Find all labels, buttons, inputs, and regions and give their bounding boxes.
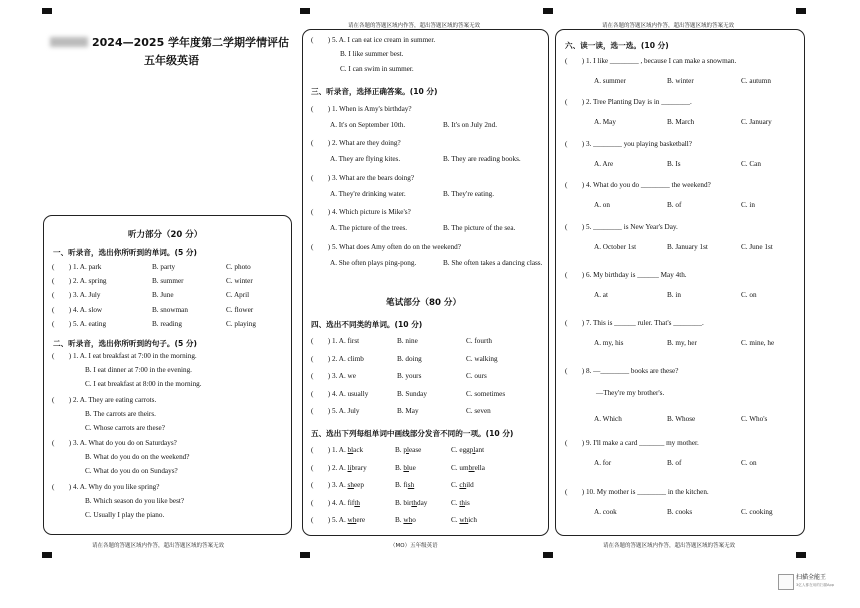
option-c: C. January <box>741 118 772 126</box>
text-fragment: ack <box>353 446 364 454</box>
question-option-a: ( ) 3. A. we <box>311 372 356 380</box>
section-6-heading: 六、读一读，选一选。(10 分) <box>565 41 669 50</box>
question-option-a: ( ) 3. A. July <box>52 291 101 300</box>
option-c: C. winter <box>226 277 253 286</box>
text-fragment: ild <box>466 481 474 490</box>
text-fragment: li <box>347 463 352 472</box>
exam-subtitle: 五年级英语 <box>144 54 199 67</box>
text-fragment: ella <box>474 463 485 472</box>
option-b <box>395 517 416 524</box>
registration-mark <box>300 552 310 558</box>
option-a: A. It's on September 10th. <box>330 121 406 129</box>
text-fragment: B. bir <box>395 498 412 507</box>
text-fragment: is <box>464 498 470 507</box>
text-fragment: ant <box>475 446 485 454</box>
text-fragment: C. um <box>451 463 469 472</box>
text-fragment: C. egg <box>451 446 470 454</box>
question-option-a: ( ) 5. A. July <box>311 407 360 415</box>
option-a: A. my, his <box>594 339 624 347</box>
scanner-sub: 3亿人都在用的扫描App <box>796 583 835 587</box>
registration-mark <box>42 552 52 558</box>
text-fragment: sh <box>407 481 415 490</box>
option-a: A. on <box>594 201 610 209</box>
option-b: B. I like summer best. <box>340 50 404 58</box>
option-c <box>451 482 474 489</box>
question: ( ) 2. What are they doing? <box>311 139 401 148</box>
option-c: C. What do you do on Sundays? <box>85 467 178 475</box>
text-fragment: th <box>459 498 465 507</box>
option-a: A. for <box>594 459 612 467</box>
question: ( ) 5. What does Amy often do on the weekend? <box>311 242 461 251</box>
option-a: A. They are flying kites. <box>330 155 401 164</box>
section-5-heading: 五、选出下列每组单词中画线部分发音不同的一项。(10 分) <box>311 429 514 438</box>
text-fragment: ch <box>459 481 467 490</box>
option-b: B. snowman <box>152 305 188 314</box>
option-c: C. playing <box>226 319 256 328</box>
text-fragment: wh <box>347 516 357 525</box>
text-fragment: ease <box>408 446 422 454</box>
text-fragment: B. fi <box>395 481 408 490</box>
option-c <box>451 447 484 454</box>
option-a: A. Are <box>594 160 614 168</box>
option-b: B. cooks <box>667 508 693 516</box>
option-c: C. in <box>741 201 755 209</box>
text-fragment: ( ) 2. A. <box>311 463 348 472</box>
text-fragment: pl <box>403 446 409 454</box>
option-c: C. fourth <box>466 337 492 345</box>
option-b: B. Sunday <box>397 389 427 398</box>
question: ( ) 9. I'll make a card _______ my mother. <box>565 439 699 447</box>
option-c: C. I can swim in summer. <box>340 65 414 73</box>
text-fragment: day <box>416 498 428 507</box>
text-fragment: wh <box>459 516 469 525</box>
option-b: B. party <box>152 263 176 271</box>
question: ( ) 10. My mother is ________ in the kitchen. <box>565 488 709 496</box>
text-fragment: th <box>411 498 417 507</box>
text-fragment: brary <box>351 463 367 472</box>
question-option-a: ( ) 4. A. Why do you like spring? <box>52 482 160 491</box>
question-option-a: ( ) 2. A. climb <box>311 354 364 363</box>
question: ( ) 1. I like ________ , because I can make a snowman. <box>565 57 737 65</box>
option-c <box>451 465 485 472</box>
bottom-note: 请在各题的答题区域内作答，超出答题区域的答案无效 <box>92 543 225 549</box>
text-fragment: th <box>354 498 360 507</box>
option-a: A. They're drinking water. <box>330 189 406 198</box>
option-b <box>395 447 421 454</box>
option-b: B. reading <box>152 319 182 328</box>
question-option-a: ( ) 5. A. eating <box>52 319 107 328</box>
registration-mark <box>796 8 806 14</box>
registration-mark <box>543 8 553 14</box>
section-4-heading: 四、选出不同类的单词。(10 分) <box>311 320 423 329</box>
option-b: B. June <box>152 291 174 300</box>
question-option-a: ( ) 1. A. first <box>311 337 360 345</box>
redacted-school-name <box>50 37 88 47</box>
question: ( ) 4. What do you do ________ the weekend? <box>565 181 711 189</box>
section-2-heading: 二、听录音，选出你所听到的句子。(5 分) <box>53 339 197 348</box>
exam-title: 2024—2025 学年度第二学期学情评估 <box>92 36 290 49</box>
text-fragment: ue <box>408 463 416 472</box>
option-b: B. Whose <box>667 415 696 423</box>
qr-code-icon <box>778 574 794 590</box>
text-fragment: o <box>412 516 416 525</box>
bottom-note: 请在各题的答题区域内作答，超出答题区域的答案无效 <box>603 543 736 549</box>
option-b: B. Which season do you like best? <box>85 496 185 505</box>
option-c: C. April <box>226 291 250 300</box>
text-fragment: C. <box>451 516 460 525</box>
option-b: B. January 1st <box>667 243 708 251</box>
option-b: B. of <box>667 201 682 209</box>
option-c: C. sometimes <box>466 389 506 398</box>
question: ( ) 6. My birthday is ______ May 4th. <box>565 271 687 279</box>
registration-mark <box>42 8 52 14</box>
option-b: B. It's on July 2nd. <box>443 121 498 129</box>
question-option-a <box>311 500 360 507</box>
option-b: B. She often takes a dancing class. <box>443 258 543 267</box>
text-fragment: ( ) 4. A. fif <box>311 498 355 507</box>
text-fragment: eep <box>353 481 364 490</box>
text-fragment: ich <box>468 516 477 525</box>
option-b: B. I eat dinner at 7:00 in the evening. <box>85 366 192 374</box>
option-b <box>395 482 414 489</box>
top-note: 请在各题的答题区域内作答，超出答题区域的答案无效 <box>348 23 481 29</box>
question-option-a: ( ) 1. A. I eat breakfast at 7:00 in the morning. <box>52 352 197 360</box>
option-b: B. doing <box>397 354 422 363</box>
option-b: B. in <box>667 291 681 299</box>
option-c: C. June 1st <box>741 243 773 251</box>
option-c: C. on <box>741 291 757 299</box>
option-c <box>451 517 477 524</box>
text-fragment: B. <box>395 516 404 525</box>
option-b <box>395 500 427 507</box>
text-fragment: ere <box>356 516 366 525</box>
text-fragment: C. <box>451 498 460 507</box>
option-b: B. summer <box>152 277 184 286</box>
option-b: B. March <box>667 118 695 126</box>
question: ( ) 2. Tree Planting Day is in ________. <box>565 98 692 106</box>
question-option-a <box>311 447 363 454</box>
option-a: A. at <box>594 291 608 299</box>
question-option-a: ( ) 2. A. spring <box>52 277 107 286</box>
text-fragment: pl <box>469 446 476 454</box>
option-a: A. The picture of the trees. <box>330 224 408 233</box>
option-b: B. Is <box>667 160 681 168</box>
option-b: B. The picture of the sea. <box>443 224 516 233</box>
text-fragment: wh <box>403 516 413 525</box>
text-fragment: B. <box>395 463 404 472</box>
listening-title: 听力部分（20 分） <box>128 230 203 240</box>
scanner-label: 扫描全能王 <box>796 574 827 581</box>
option-c <box>451 500 470 507</box>
option-b: B. What do you do on the weekend? <box>85 453 190 461</box>
text-fragment: ( ) 5. A. <box>311 516 348 525</box>
option-c: C. cooking <box>741 508 773 516</box>
text-fragment: ( ) 3. A. <box>311 481 348 490</box>
option-c: C. flower <box>226 305 254 314</box>
written-part-title: 笔试部分（80 分） <box>386 298 462 308</box>
option-c: C. I eat breakfast at 8:00 in the morning. <box>85 380 202 388</box>
question-option-a <box>311 482 364 489</box>
option-a: A. Which <box>594 415 622 423</box>
section-1-heading: 一、听录音，选出你所听到的单词。(5 分) <box>53 248 197 257</box>
question-option-a: ( ) 4. A. usually <box>311 389 369 398</box>
text-fragment: B. <box>395 446 404 454</box>
text-fragment: ( ) 1. A. <box>311 446 348 454</box>
question-option-a <box>311 465 367 472</box>
option-b: B. They're eating. <box>443 189 495 198</box>
question: ( ) 7. This is ______ ruler. That's ________. <box>565 319 704 327</box>
option-c: C. Whose carrots are these? <box>85 423 165 432</box>
option-a: A. She often plays ping-pong. <box>330 258 417 267</box>
option-c: C. mine, he <box>741 339 775 347</box>
registration-mark <box>300 8 310 14</box>
option-b: B. yours <box>397 372 422 380</box>
option-b: B. of <box>667 459 682 467</box>
question: ( ) 3. What are the bears doing? <box>311 173 415 182</box>
option-a: A. cook <box>594 508 617 516</box>
text-fragment: br <box>468 463 475 472</box>
question: ( ) 5. ________ is New Year's Day. <box>565 223 678 231</box>
question-option-a: ( ) 2. A. They are eating carrots. <box>52 395 157 404</box>
bottom-footer: （MO）五年级英语 <box>390 543 438 549</box>
text-fragment: bl <box>347 446 354 454</box>
option-c: C. seven <box>466 407 491 415</box>
text-fragment: C. <box>451 481 460 490</box>
option-b: B. my, her <box>667 339 697 347</box>
option-b: B. They are reading books. <box>443 155 521 164</box>
question-option-a: ( ) 1. A. park <box>52 263 102 271</box>
question-option-a <box>311 517 365 524</box>
option-c: C. photo <box>226 263 251 271</box>
option-c: C. on <box>741 459 757 467</box>
option-a: A. summer <box>594 77 626 85</box>
option-c: C. walking <box>466 354 498 363</box>
question-option-a: ( ) 4. A. slow <box>52 305 103 314</box>
option-c: C. Can <box>741 160 761 168</box>
reply-line: —They're my brother's. <box>596 389 665 397</box>
question-option-a: ( ) 3. A. What do you do on Saturdays? <box>52 439 177 447</box>
option-a: A. May <box>594 118 616 126</box>
question: ( ) 4. Which picture is Mike's? <box>311 208 411 217</box>
option-a: A. October 1st <box>594 243 637 251</box>
question: ( ) 1. When is Amy's birthday? <box>311 105 412 113</box>
registration-mark <box>543 552 553 558</box>
option-b: B. winter <box>667 77 694 85</box>
question-option-a: ( ) 5. A. I can eat ice cream in summer. <box>311 36 436 44</box>
text-fragment: bl <box>403 463 409 472</box>
question: ( ) 3. ________ you playing basketball? <box>565 140 692 148</box>
question: ( ) 8. —________ books are these? <box>565 367 679 375</box>
option-b: B. The carrots are theirs. <box>85 409 156 418</box>
option-c: C. Who's <box>741 415 768 423</box>
option-c: C. Usually I play the piano. <box>85 510 165 519</box>
option-b <box>395 465 416 472</box>
option-c: C. ours <box>466 372 487 380</box>
registration-mark <box>796 552 806 558</box>
option-c: C. autumn <box>741 77 771 85</box>
top-note: 请在各题的答题区域内作答，超出答题区域的答案无效 <box>602 23 735 29</box>
option-b: B. May <box>397 407 419 415</box>
text-fragment: sh <box>347 481 354 490</box>
section-3-heading: 三、听录音，选择正确答案。(10 分) <box>311 87 438 96</box>
option-b: B. nine <box>397 337 418 345</box>
